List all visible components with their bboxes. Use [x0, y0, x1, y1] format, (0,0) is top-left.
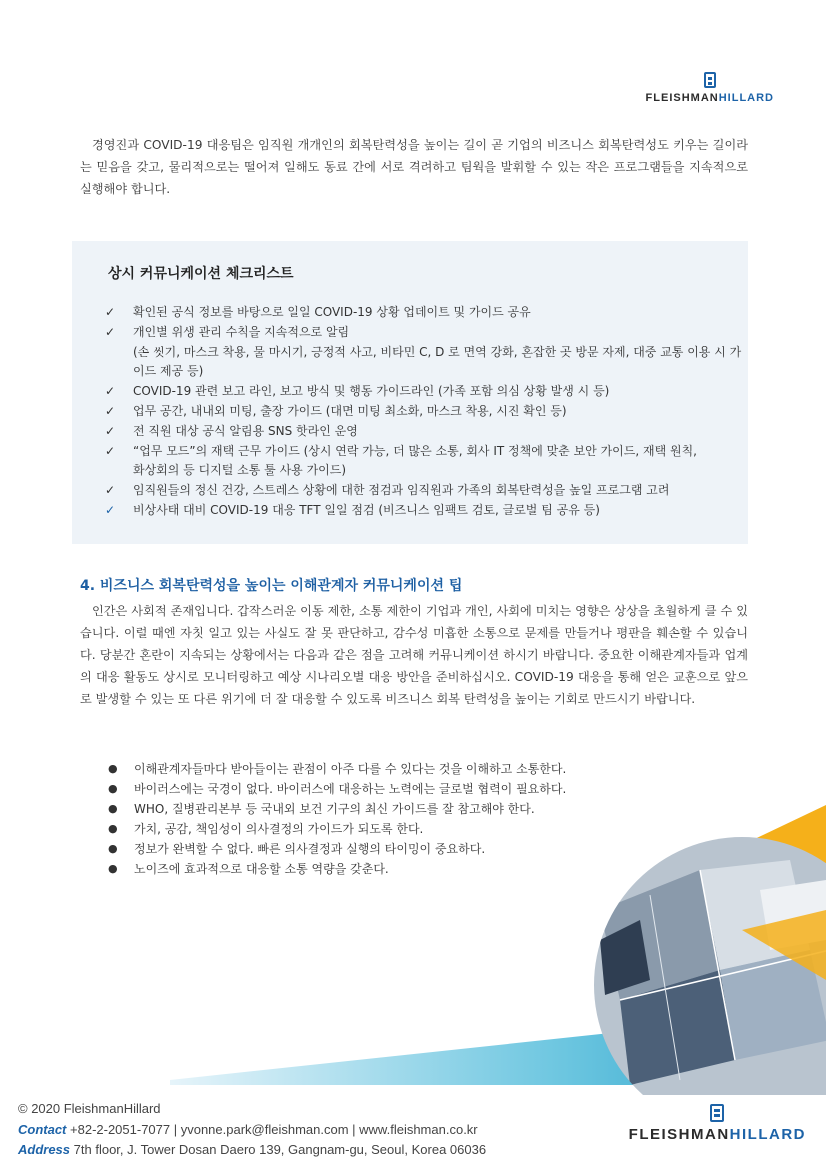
- decorative-art: [0, 800, 826, 1100]
- footer-logo: [629, 1104, 806, 1143]
- bullet-icon: ●: [108, 842, 118, 855]
- logo-mark-icon: [704, 72, 716, 88]
- check-icon: ✓: [105, 305, 116, 319]
- checklist: [105, 303, 745, 521]
- checklist-item: ✓ 업무 공간, 내내외 미팅, 출장 가이드 (대면 미팅 최소화, 마스크 착용, 시진 확인 등): [105, 402, 745, 422]
- list-item: ● 가치, 공감, 책임성이 의사결정의 가이드가 되도록 한다.: [108, 819, 728, 839]
- section-heading: 4. 비즈니스 회복탄력성을 높이는 이해관계자 커뮤니케이션 팁: [80, 578, 463, 594]
- logo-wordmark: FLEISHMANHILLARD: [628, 1126, 806, 1143]
- check-icon: ✓: [105, 423, 116, 438]
- list-item: ● 바이러스에는 국경이 없다. 바이러스에 대응하는 노력에는 글로벌 협력이 필요하다.: [108, 779, 728, 799]
- logo-mark-icon: [710, 1104, 724, 1122]
- section-body: 인간은 사회적 존재입니다. 갑작스러운 이동 제한, 소통 제한이 기업과 개인, 사회에 미치는 영향은 상상을 초월하게 클 수 있습니다. 이럴 때엔 자칫 일고 있는 사실도 잘 못 판단하고, 감수성 미흡한 소통으로 문제를 만들거나 평판을 훼손할 수 있습니다. 당분간 혼란이 지속되는 상황에서는 다음과 같은 점을 고려해 커뮤니케이션 하시기 바랍니다. 중요한 이해관계자들과 업계의 대응 활동도 상시로 모니터링하고 예상 시나리오별 대응 방안을 준비하십시오. COVID-19 대응을 통해 얻은 교훈으로 앞으로 발생할 수 있는 또 다른 위기에 더 잘 대응할 수 있도록 비즈니스 회복 탄력성을 높이는 기회로 만드시기 바랍니다.: [80, 604, 748, 706]
- list-item: ● 이해관계자들마다 받아들이는 관점이 아주 다를 수 있다는 것을 이해하고 소통한다.: [108, 759, 728, 779]
- building-photo: [590, 835, 826, 1095]
- check-icon: ✓: [105, 483, 116, 498]
- intro-paragraph: 경영진과 COVID-19 대응팀은 임직원 개개인의 회복탄력성을 높이는 길이 곧 기업의 비즈니스 회복탄력성도 키우는 길이라는 믿음을 갖고, 물리적으로는 떨어져 일해도 동료 간에 서로 격려하고 팀웍을 발휘할 수 있는 작은 프로그램들을 지속적으로 실행해야 합니다.: [80, 138, 748, 196]
- checklist-item: ✓ COVID-19 관련 보고 라인, 보고 방식 및 행동 가이드라인 (가족 포함 의심 상황 발생 시 등): [105, 382, 745, 402]
- check-icon: ✓: [105, 403, 116, 418]
- copyright: © 2020 FleishmanHillard: [18, 1101, 161, 1116]
- bullet-icon: ●: [108, 862, 118, 875]
- checklist-item: ✓ 전 직원 대상 공식 알림용 SNS 핫라인 운영: [105, 422, 745, 442]
- checklist-item: ✓ 확인된 공식 정보를 바탕으로 일일 COVID-19 상황 업데이트 및 가이드 공유: [105, 303, 745, 323]
- contact-line: Contact +82-2-2051-7077 | yvonne.park@fleishman.com | www.fleishman.co.kr: [18, 1121, 478, 1137]
- header-logo: [646, 72, 774, 104]
- checklist-item: ✓ 개인별 위생 관리 수칙을 지속적으로 알림 (손 씻기, 마스크 착용, 물 마시기, 긍정적 사고, 비타민 C, D 로 면역 강화, 혼잡한 곳 방문 자제, 대중 교통 이용 시 가이드 제공 등): [105, 323, 745, 382]
- address-line: Address 7th floor, J. Tower Dosan Daero 139, Gangnam-gu, Seoul, Korea 06036: [18, 1142, 487, 1157]
- check-icon: ✓: [105, 324, 116, 339]
- check-icon: ✓: [105, 502, 116, 517]
- bullet-icon: ●: [108, 782, 118, 795]
- checklist-item: ✓ 임직원들의 정신 건강, 스트레스 상황에 대한 점검과 임직원과 가족의 회복탄력성을 높일 프로그램 고려: [105, 481, 745, 501]
- check-icon: ✓: [105, 384, 116, 399]
- footer: [18, 1099, 486, 1161]
- list-item: ● 정보가 완벽할 수 없다. 빠른 의사결정과 실행의 타이밍이 중요하다.: [108, 839, 728, 859]
- logo-wordmark: FLEISHMANHILLARD: [645, 92, 774, 104]
- bullet-icon: ●: [108, 802, 118, 815]
- list-item: ● WHO, 질병관리본부 등 국내외 보건 기구의 최신 가이드를 잘 참고해야 한다.: [108, 799, 728, 819]
- check-icon: ✓: [105, 443, 116, 458]
- bullet-icon: ●: [108, 822, 118, 835]
- bullet-icon: ●: [108, 762, 118, 775]
- checklist-item: ✓ 비상사태 대비 COVID-19 대응 TFT 일일 점검 (비즈니스 임팩트 검토, 글로벌 팀 공유 등): [105, 501, 745, 521]
- checklist-title: 상시 커뮤니케이션 체크리스트: [108, 266, 294, 282]
- list-item: ● 노이즈에 효과적으로 대응할 소통 역량을 갖춘다.: [108, 859, 728, 879]
- checklist-item: ✓ “업무 모드”의 재택 근무 가이드 (상시 연락 가능, 더 많은 소통, 회사 IT 정책에 맞춘 보안 가이드, 재택 원칙, 화상회의 등 디지털 소통 툴 사용 가이드): [105, 442, 745, 482]
